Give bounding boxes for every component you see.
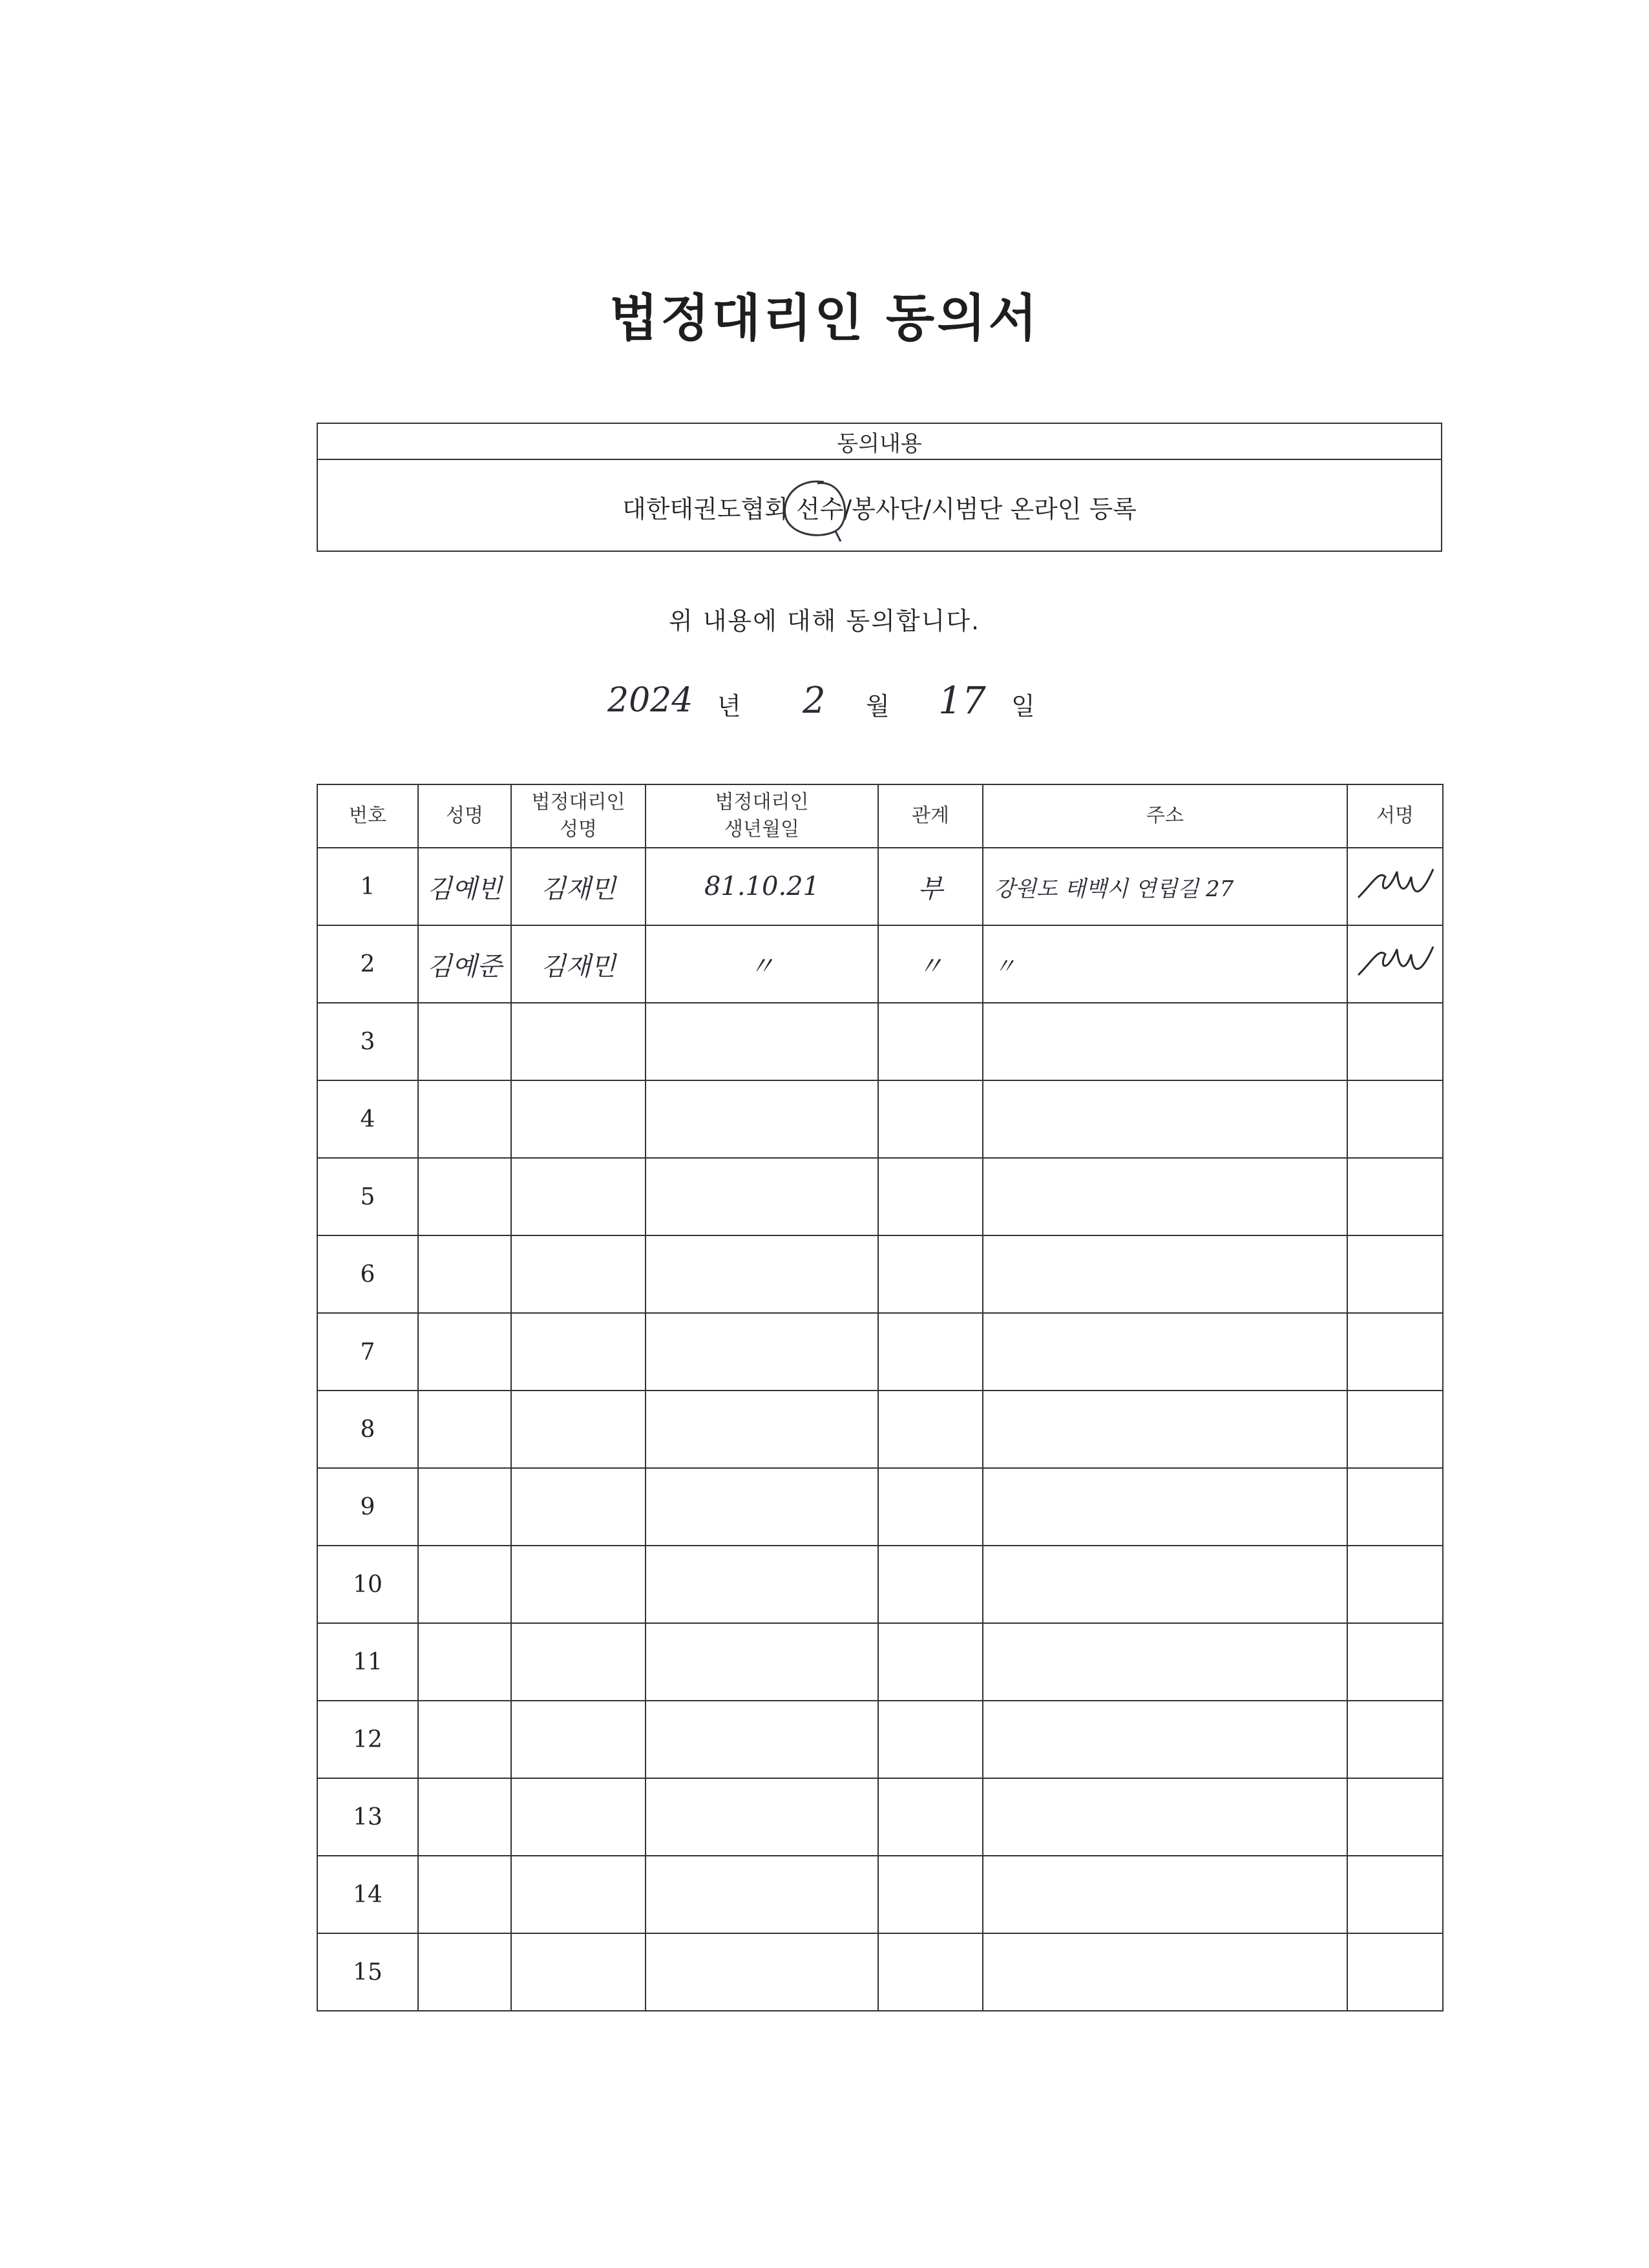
cell-name [418, 1778, 511, 1856]
cell-address: 〃 [983, 925, 1347, 1003]
cell-name [418, 1313, 511, 1391]
cell-guardian-birth [646, 1546, 878, 1623]
table-row [317, 925, 1443, 1003]
cell-number: 4 [317, 1080, 418, 1158]
table-row [317, 1080, 1443, 1158]
header-guardian-name: 법정대리인 성명 [511, 784, 646, 848]
cell-guardian-birth [646, 1933, 878, 2011]
cell-name [418, 1391, 511, 1468]
date-month-value: 2 [803, 680, 826, 722]
cell-name [418, 1856, 511, 1933]
cell-guardian-birth [646, 1856, 878, 1933]
cell-relation: 〃 [878, 925, 983, 1003]
cell-address [983, 1158, 1347, 1235]
cell-address [983, 1003, 1347, 1080]
table-row [317, 1546, 1443, 1623]
cell-address: 강원도 태백시 연립길 27 [983, 848, 1347, 925]
handwritten-signature [1353, 935, 1437, 993]
agree-statement: 위 내용에 대해 동의합니다. [668, 607, 981, 635]
cell-guardian-name [511, 1933, 646, 2011]
cell-signature [1347, 1623, 1443, 1701]
cell-signature [1347, 1701, 1443, 1778]
consent-box [317, 423, 1442, 552]
cell-guardian-birth [646, 1235, 878, 1313]
cell-number: 1 [317, 848, 418, 925]
header-relation: 관계 [878, 784, 983, 848]
table-row [317, 1391, 1443, 1468]
page-title: 법정대리인 동의서 [609, 289, 1040, 348]
cell-guardian-birth [646, 1080, 878, 1158]
cell-relation [878, 1933, 983, 2011]
table-row [317, 1235, 1443, 1313]
cell-number: 5 [317, 1158, 418, 1235]
date-year-label: 년 [717, 692, 741, 720]
cell-number: 14 [317, 1856, 418, 1933]
cell-address [983, 1546, 1347, 1623]
table-row [317, 1701, 1443, 1778]
cell-guardian-name [511, 1080, 646, 1158]
cell-guardian-birth [646, 1313, 878, 1391]
cell-guardian-name [511, 1856, 646, 1933]
cell-signature [1347, 1313, 1443, 1391]
header-signature: 서명 [1347, 784, 1443, 848]
cell-guardian-name [511, 1391, 646, 1468]
header-number: 번호 [317, 784, 418, 848]
date-year-value: 2024 [607, 681, 693, 720]
table-row [317, 1856, 1443, 1933]
cell-relation [878, 1468, 983, 1546]
cell-number: 2 [317, 925, 418, 1003]
table-row [317, 1158, 1443, 1235]
cell-name [418, 1158, 511, 1235]
date-day-value: 17 [938, 678, 986, 722]
cell-signature [1347, 1080, 1443, 1158]
cell-guardian-birth [646, 1391, 878, 1468]
cell-relation [878, 1391, 983, 1468]
header-name: 성명 [418, 784, 511, 848]
cell-number: 10 [317, 1546, 418, 1623]
cell-signature [1347, 1235, 1443, 1313]
handwritten-signature [1353, 857, 1437, 916]
cell-address [983, 1856, 1347, 1933]
cell-address [983, 1778, 1347, 1856]
cell-guardian-name [511, 1468, 646, 1546]
cell-address [983, 1235, 1347, 1313]
table-row [317, 1623, 1443, 1701]
cell-signature [1347, 1468, 1443, 1546]
cell-name [418, 1701, 511, 1778]
table-row [317, 1003, 1443, 1080]
cell-signature [1347, 1391, 1443, 1468]
cell-signature [1347, 1546, 1443, 1623]
consent-header: 동의내용 [318, 424, 1441, 460]
cell-number: 3 [317, 1003, 418, 1080]
cell-guardian-name: 김재민 [511, 848, 646, 925]
cell-name [418, 1080, 511, 1158]
cell-guardian-birth [646, 1701, 878, 1778]
table-row [317, 1778, 1443, 1856]
consent-body: 대한태권도협회 선수/봉사단/시범단 온라인 등록 [622, 494, 1137, 523]
table-row [317, 848, 1443, 925]
cell-number: 13 [317, 1778, 418, 1856]
cell-relation [878, 1623, 983, 1701]
cell-address [983, 1313, 1347, 1391]
cell-signature [1347, 848, 1443, 925]
date-day-label: 일 [1011, 692, 1035, 720]
cell-address [983, 1933, 1347, 2011]
cell-guardian-name [511, 1158, 646, 1235]
cell-signature [1347, 1856, 1443, 1933]
cell-guardian-name [511, 1003, 646, 1080]
cell-address [983, 1701, 1347, 1778]
cell-number: 15 [317, 1933, 418, 2011]
cell-number: 9 [317, 1468, 418, 1546]
date-line [607, 678, 1060, 743]
cell-name [418, 1003, 511, 1080]
cell-name [418, 1546, 511, 1623]
cell-guardian-birth: 81.10.21 [646, 848, 878, 925]
cell-guardian-birth [646, 1158, 878, 1235]
cell-relation [878, 1701, 983, 1778]
cell-guardian-birth [646, 1003, 878, 1080]
cell-guardian-name: 김재민 [511, 925, 646, 1003]
cell-number: 8 [317, 1391, 418, 1468]
cell-guardian-name [511, 1701, 646, 1778]
cell-relation [878, 1856, 983, 1933]
cell-number: 7 [317, 1313, 418, 1391]
cell-relation [878, 1313, 983, 1391]
cell-guardian-birth [646, 1623, 878, 1701]
cell-relation [878, 1778, 983, 1856]
cell-signature [1347, 1158, 1443, 1235]
signature-table [317, 784, 1444, 2011]
cell-name [418, 1235, 511, 1313]
cell-relation [878, 1158, 983, 1235]
cell-signature [1347, 1933, 1443, 2011]
table-row [317, 1313, 1443, 1391]
cell-relation: 부 [878, 848, 983, 925]
cell-number: 11 [317, 1623, 418, 1701]
cell-signature [1347, 1778, 1443, 1856]
cell-relation [878, 1080, 983, 1158]
cell-guardian-name [511, 1235, 646, 1313]
cell-address [983, 1391, 1347, 1468]
cell-guardian-name [511, 1778, 646, 1856]
cell-guardian-birth: 〃 [646, 925, 878, 1003]
cell-name: 김예빈 [418, 848, 511, 925]
cell-number: 12 [317, 1701, 418, 1778]
cell-guardian-birth [646, 1778, 878, 1856]
table-header-row [317, 784, 1443, 848]
cell-guardian-birth [646, 1468, 878, 1546]
header-address: 주소 [983, 784, 1347, 848]
cell-guardian-name [511, 1546, 646, 1623]
cell-name: 김예준 [418, 925, 511, 1003]
cell-address [983, 1080, 1347, 1158]
cell-name [418, 1933, 511, 2011]
cell-address [983, 1468, 1347, 1546]
cell-name [418, 1468, 511, 1546]
cell-guardian-name [511, 1623, 646, 1701]
table-row [317, 1933, 1443, 2011]
cell-relation [878, 1003, 983, 1080]
cell-relation [878, 1546, 983, 1623]
cell-relation [878, 1235, 983, 1313]
cell-number: 6 [317, 1235, 418, 1313]
cell-signature [1347, 925, 1443, 1003]
header-guardian-birth: 법정대리인 생년월일 [646, 784, 878, 848]
date-month-label: 월 [866, 692, 890, 720]
cell-address [983, 1623, 1347, 1701]
table-row [317, 1468, 1443, 1546]
cell-signature [1347, 1003, 1443, 1080]
cell-guardian-name [511, 1313, 646, 1391]
cell-name [418, 1623, 511, 1701]
